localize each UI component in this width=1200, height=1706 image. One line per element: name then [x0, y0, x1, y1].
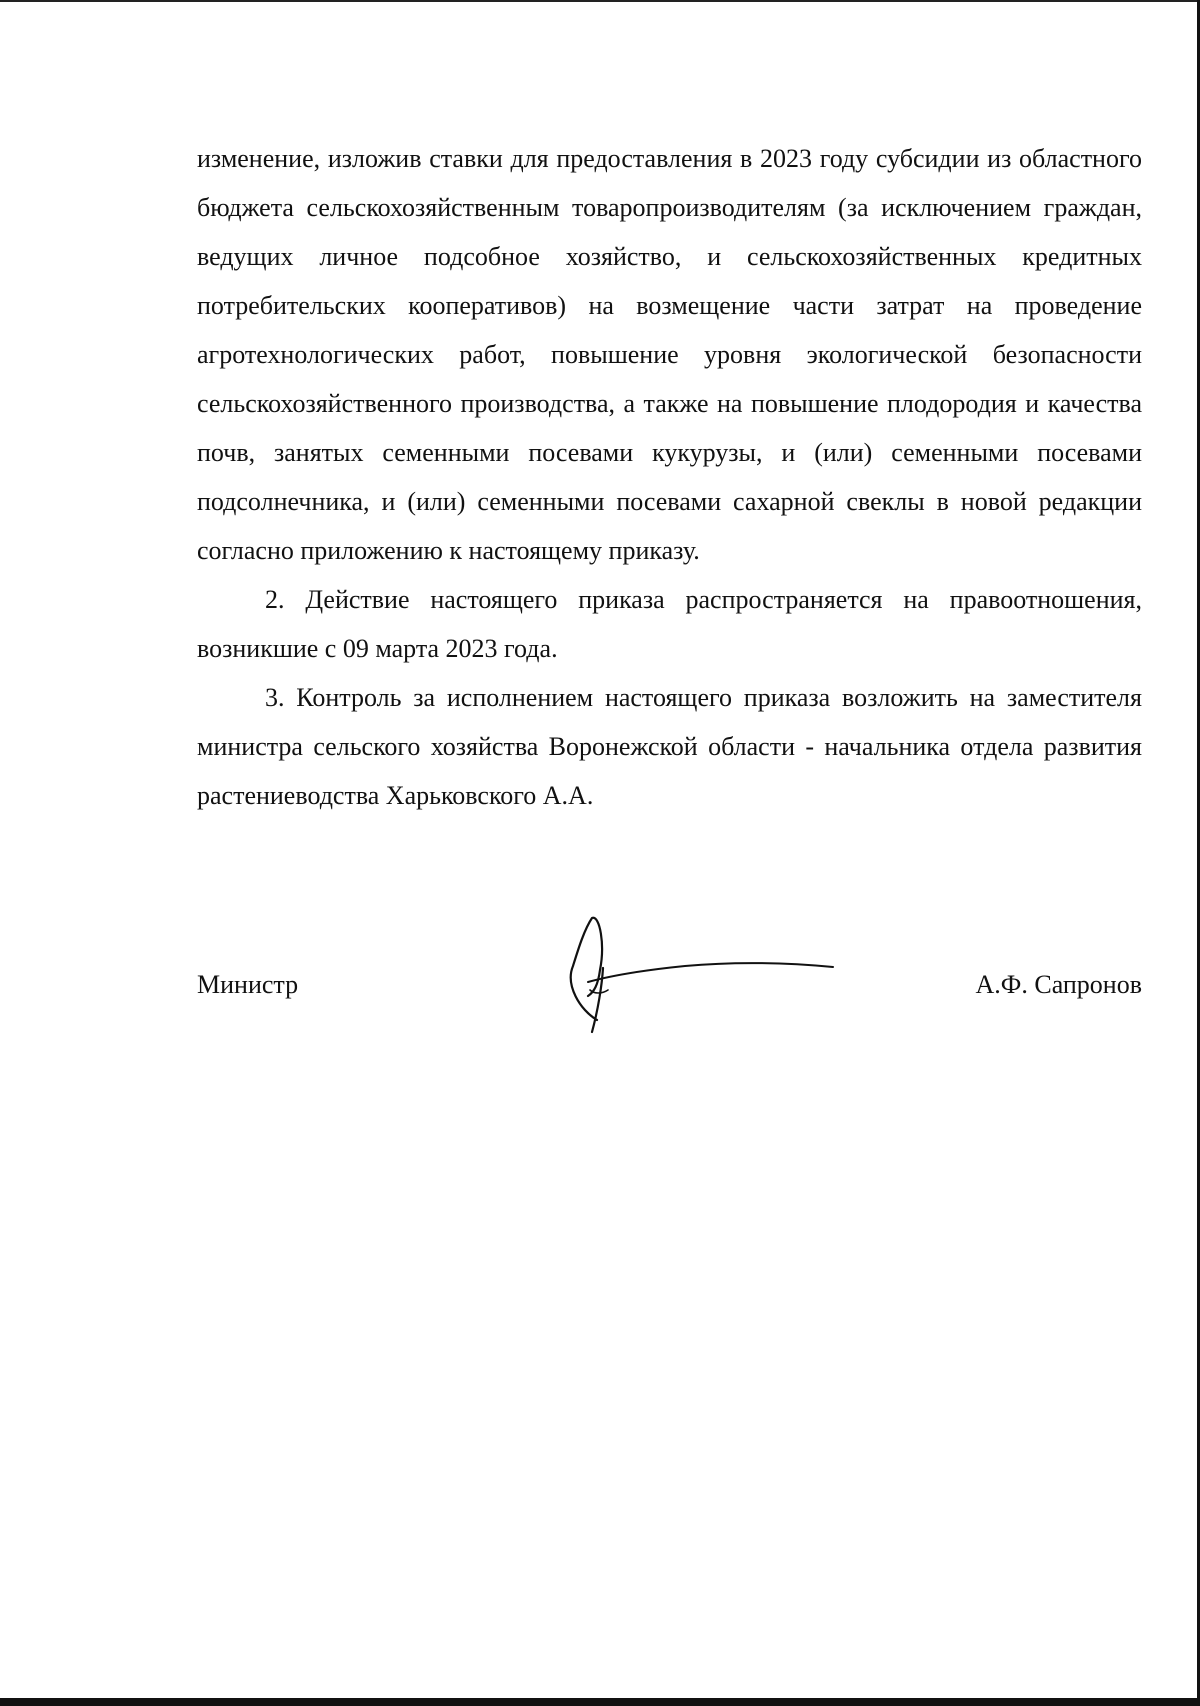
paragraph-3: 3. Контроль за исполнением настоящего приказа возложить на заместителя министра сельского хозяйства Воронежской области - начальника отдела развития растениеводства Харьковского А.А.: [197, 683, 1142, 810]
signature-row: [197, 965, 1142, 1005]
scan-edge-bottom: [0, 1698, 1200, 1706]
scan-edge-top: [0, 0, 1200, 2]
signatory-name: А.Ф. Сапронов: [975, 970, 1142, 999]
document-body: [197, 134, 1142, 820]
signatory-title: Министр: [197, 970, 299, 999]
paragraph-continuation: изменение, изложив ставки для предоставления в 2023 году субсидии из областного бюджета сельскохозяйственным товаропроизводителям (за исключением граждан, ведущих личное подсобное хозяйство, и сельскохозяйственных кредитных потребительских кооперативов) на возмещение части затрат на проведение агротехнологических работ, повышение уровня экологической безопасности сельскохозяйственного производства, а также на повышение плодородия и качества почв, занятых семенными посевами кукурузы, и (или) семенными посевами подсолнечника, и (или) семенными посевами сахарной свеклы в новой редакции согласно приложению к настоящему приказу.: [197, 144, 1142, 565]
paragraph-2: 2. Действие настоящего приказа распространяется на правоотношения, возникшие с 09 марта 2023 года.: [197, 585, 1142, 663]
